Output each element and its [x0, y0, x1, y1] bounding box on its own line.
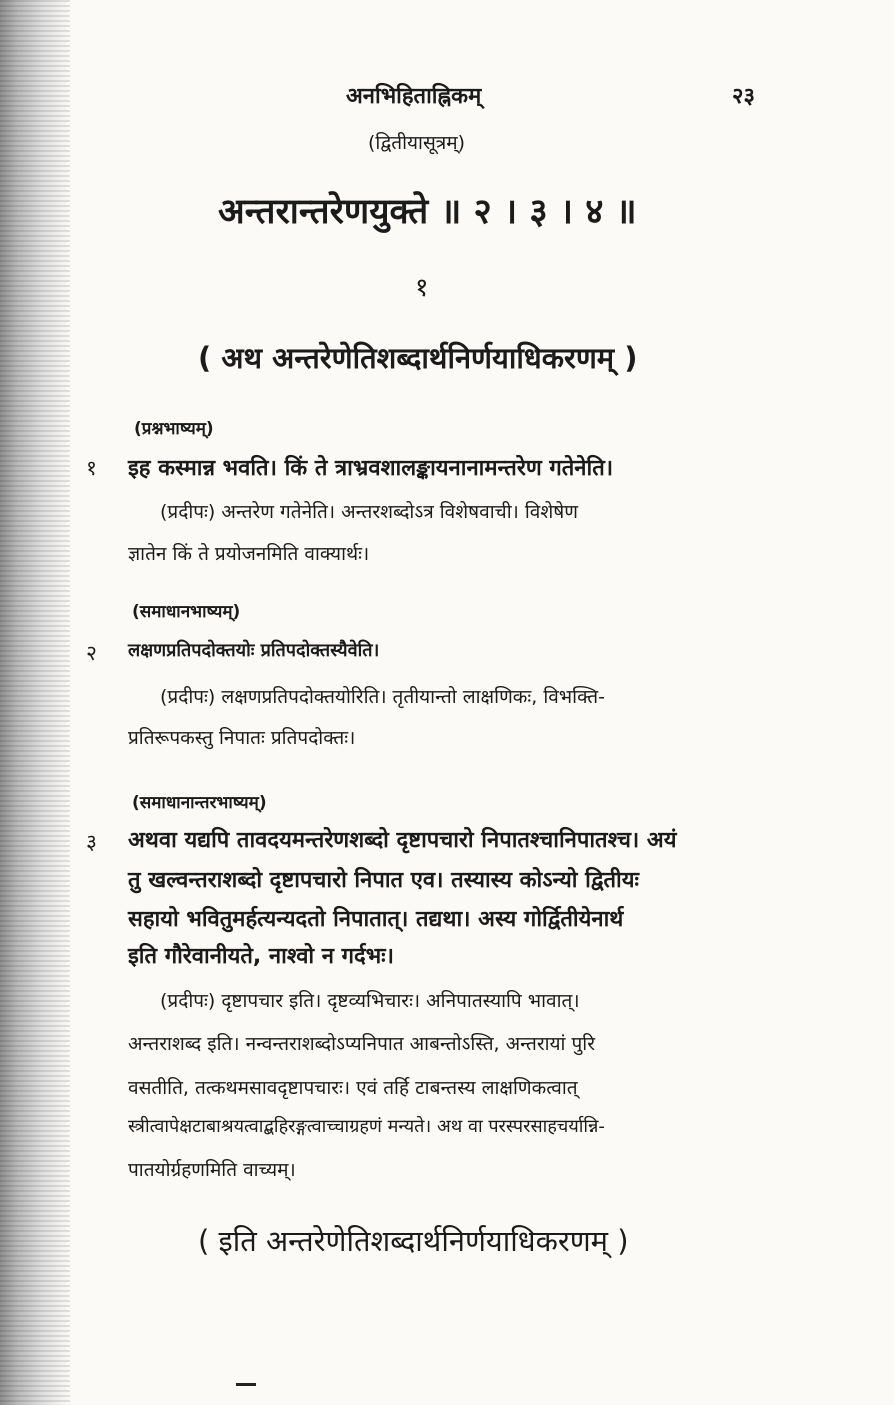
pradipa-line: अन्तराशब्द इति। नन्वन्तराशब्दोऽप्यनिपात आबन्तोऽस्ति, अन्तरायां पुरि — [128, 1033, 595, 1055]
pradipa-line: स्त्रीत्वापेक्षटाबाश्रयत्वाद्बहिरङ्गत्वाच्चाग्रहणं मन्यते। अथ वा परस्परसाहचर्यान्नि- — [128, 1116, 605, 1137]
pradipa-line: (प्रदीपः) दृष्टापचार इति। दृष्टव्यभिचारः। अनिपातस्यापि भावात्। — [160, 990, 580, 1012]
bhashya-line: अथवा यद्यपि तावदयमन्तरेणशब्दो दृष्टापचारो निपातश्चानिपातश्च। अयं — [128, 828, 677, 853]
pradipa-line: (प्रदीपः) लक्षणप्रतिपदोक्तयोरिति। तृतीयान्तो लाक्षणिकः, विभक्ति- — [160, 686, 605, 708]
pradipa-line: ज्ञातेन किं ते प्रयोजनमिति वाक्यार्थः। — [128, 543, 370, 565]
page-number: २३ — [732, 84, 755, 109]
block-label: (प्रश्नभाष्यम्) — [134, 419, 214, 439]
pradipa-line: प्रतिरूपकस्तु निपातः प्रतिपदोक्तः। — [128, 727, 356, 749]
bhashya-line: लक्षणप्रतिपदोक्तयोः प्रतिपदोक्तस्यैवेति। — [128, 640, 380, 661]
adhikarana-number: १ — [415, 273, 429, 303]
pradipa-line: पातयोर्ग्रहणमिति वाच्यम्। — [128, 1159, 296, 1181]
footer-dash — [236, 1383, 256, 1386]
pradipa-line: वसतीति, तत्कथमसावदृष्टापचारः। एवं तर्हि टाबन्तस्य लाक्षणिकत्वात् — [128, 1077, 578, 1099]
bhashya-number: १ — [86, 456, 97, 480]
sutra-label: (द्वितीयासूत्रम्) — [368, 132, 466, 154]
block-label: (समाधानान्तरभाष्यम्) — [132, 793, 267, 813]
bhashya-number: २ — [86, 641, 97, 665]
section-opening-title: ( अथ अन्तरेणेतिशब्दार्थनिर्णयाधिकरणम् ) — [198, 341, 638, 375]
bhashya-line: तु खल्वन्तराशब्दो दृष्टापचारो निपात एव। तस्यास्य कोऽन्यो द्वितीयः — [128, 868, 639, 893]
running-title: अनभिहिताह्निकम् — [346, 84, 482, 109]
bhashya-line: सहायो भवितुमर्हत्यन्यदतो निपातात्। तद्यथा। अस्य गोर्द्वितीयेनार्थ — [128, 907, 624, 932]
bhashya-line: इति गौरेवानीयते, नाश्वो न गर्दभः। — [128, 944, 394, 969]
bhashya-number: ३ — [86, 830, 97, 854]
sutra-heading: अन्तरान्तरेणयुक्ते ॥ २ । ३ । ४ ॥ — [218, 192, 637, 232]
book-spine-shadow — [0, 0, 70, 1405]
section-closing-title: ( इति अन्तरेणेतिशब्दार्थनिर्णयाधिकरणम् ) — [198, 1224, 629, 1258]
bhashya-line: इह कस्मान्न भवति। किं ते त्राभ्रवशालङ्कायनानामन्तरेण गतेनेति। — [128, 456, 614, 481]
pradipa-line: (प्रदीपः) अन्तरेण गतेनेति। अन्तरशब्दोऽत्र विशेषवाची। विशेषेण — [160, 501, 578, 523]
block-label: (समाधानभाष्यम्) — [132, 602, 241, 622]
